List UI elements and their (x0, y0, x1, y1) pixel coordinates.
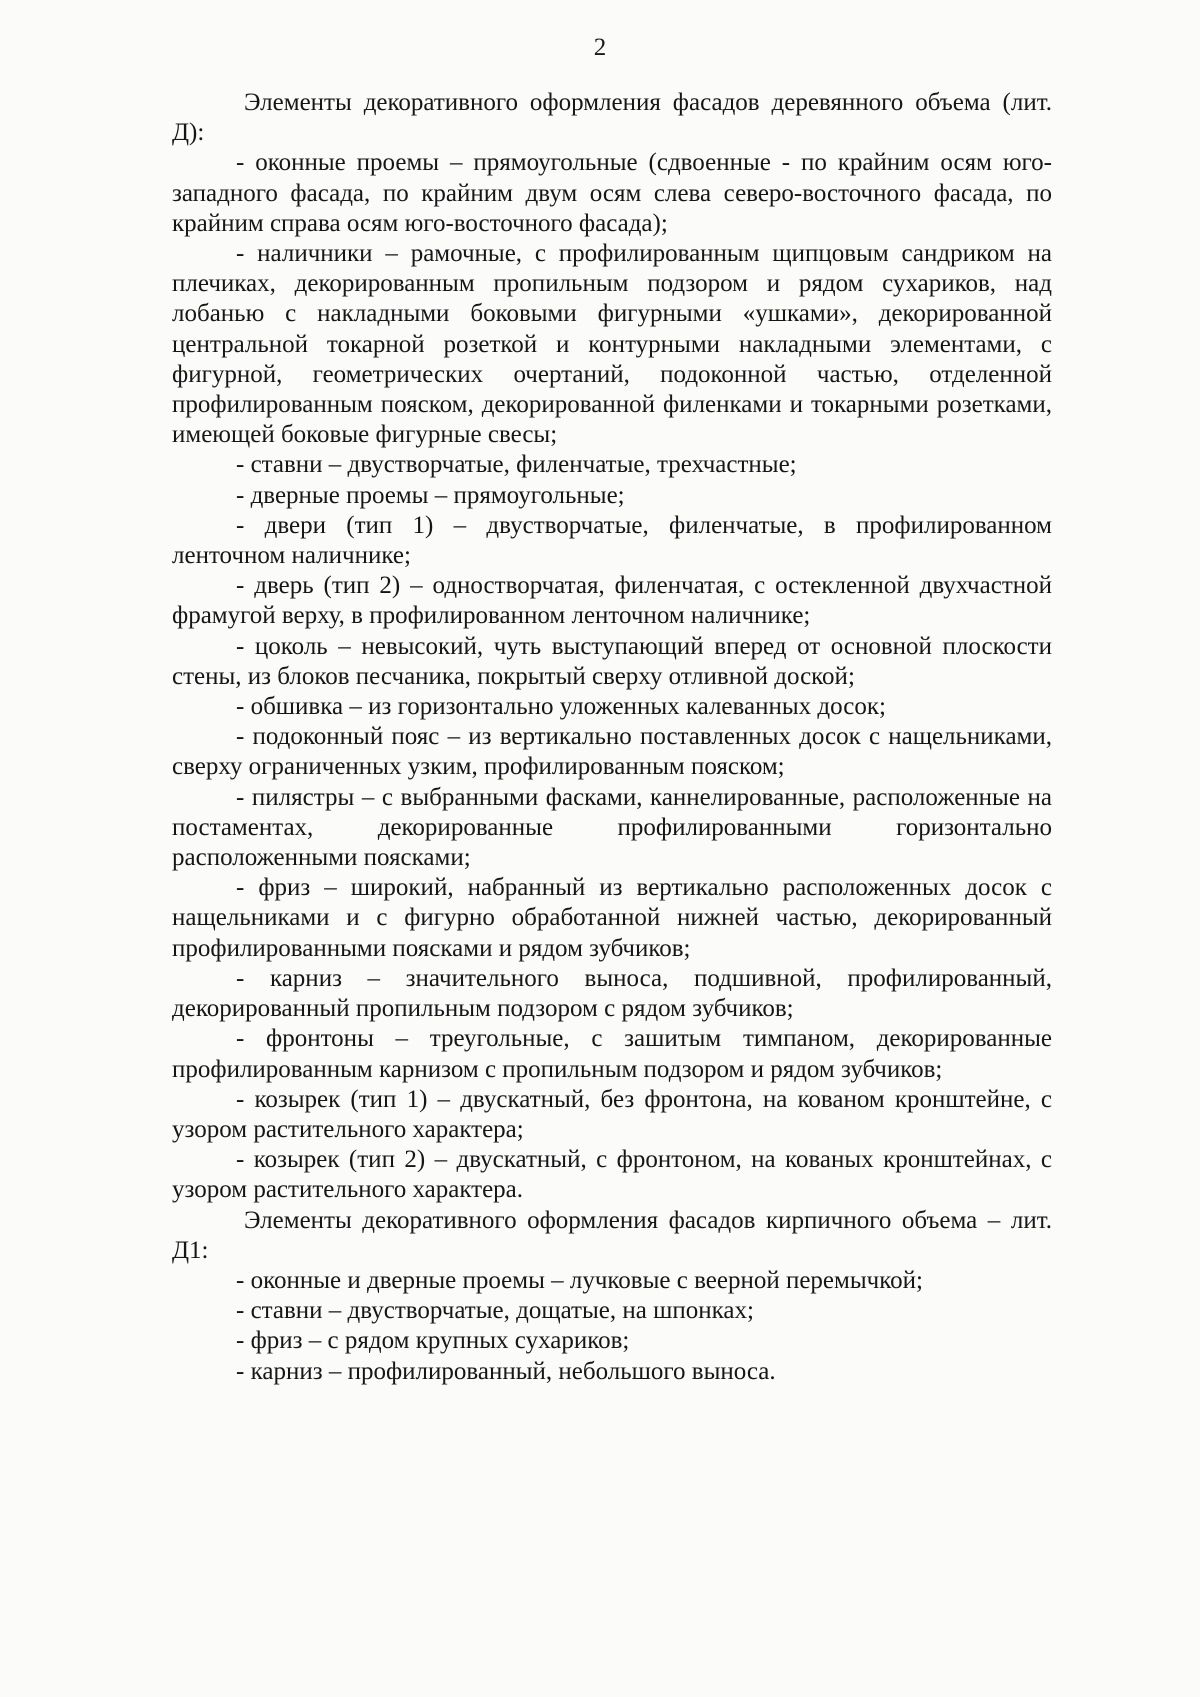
list-item: - козырек (тип 2) – двускатный, с фронтоном, на кованых кронштейнах, с узором растительного характера. (172, 1146, 1052, 1204)
list-item: - подоконный пояс – из вертикально поставленных досок с нащельниками, сверху ограниченных узким, профилированным пояском; (172, 723, 1052, 781)
document-body (172, 88, 1052, 1387)
list-item: - карниз – профилированный, небольшого выноса. (236, 1357, 776, 1385)
list-item: - наличники – рамочные, с профилированным щипцовым сандриком на плечиках, декорированным пропильным подзором и рядом сухариков, над лобанью с накладными боковыми фигурными «ушками», декорированной центральной токарной розеткой и контурными накладными элементами, с фигурной, геометрических очертаний, подоконной частью, отделенной профилированным пояском, декорированной филенками и токарными розетками, имеющей боковые фигурные свесы; (172, 240, 1052, 449)
list-item: - дверь (тип 2) – одностворчатая, филенчатая, с остекленной двухчастной фрамугой верху, в профилированном ленточном наличнике; (172, 572, 1052, 630)
list-item: - дверные проемы – прямоугольные; (236, 481, 625, 509)
list-item: - оконные и дверные проемы – лучковые с веерной перемычкой; (236, 1266, 923, 1294)
list-item: - оконные проемы – прямоугольные (сдвоенные - по крайним осям юго-западного фасада, по крайним двум осям слева северо-восточного фасада, по крайним справа осям юго-восточного фасада); (172, 149, 1052, 237)
list-item: - фриз – с рядом крупных сухариков; (236, 1327, 630, 1355)
list-item: - козырек (тип 1) – двускатный, без фронтона, на кованом кронштейне, с узором растительного характера; (172, 1085, 1052, 1143)
list-item: - карниз – значительного выноса, подшивной, профилированный, декорированный пропильным подзором с рядом зубчиков; (172, 964, 1052, 1023)
list-item: - ставни – двустворчатые, филенчатые, трехчастные; (236, 451, 797, 479)
section-2-heading: Элементы декоративного оформления фасадов кирпичного объема – лит. Д1: (172, 1206, 1052, 1264)
list-item: - фриз – широкий, набранный из вертикально расположенных досок с нащельниками и с фигурно обработанной нижней частью, декорированный профилированными поясками и рядом зубчиков; (172, 874, 1052, 962)
list-item: - цоколь – невысокий, чуть выступающий вперед от основной плоскости стены, из блоков песчаника, покрытый сверху отливной доской; (172, 632, 1052, 690)
list-item: - ставни – двустворчатые, дощатые, на шпонках; (236, 1297, 754, 1325)
list-item: - двери (тип 1) – двустворчатые, филенчатые, в профилированном ленточном наличнике; (172, 511, 1052, 570)
page-number: 2 (593, 34, 607, 61)
section-1-heading: Элементы декоративного оформления фасадов деревянного объема (лит. Д): (172, 89, 1052, 147)
list-item: - обшивка – из горизонтально уложенных калеванных досок; (236, 693, 886, 721)
list-item: - фронтоны – треугольные, с зашитым тимпаном, декорированные профилированным карнизом с пропильным подзором и рядом зубчиков; (172, 1025, 1052, 1083)
list-item: - пилястры – с выбранными фасками, каннелированные, расположенные на постаментах, декорированные профилированными горизонтально расположенными поясками; (172, 783, 1052, 872)
